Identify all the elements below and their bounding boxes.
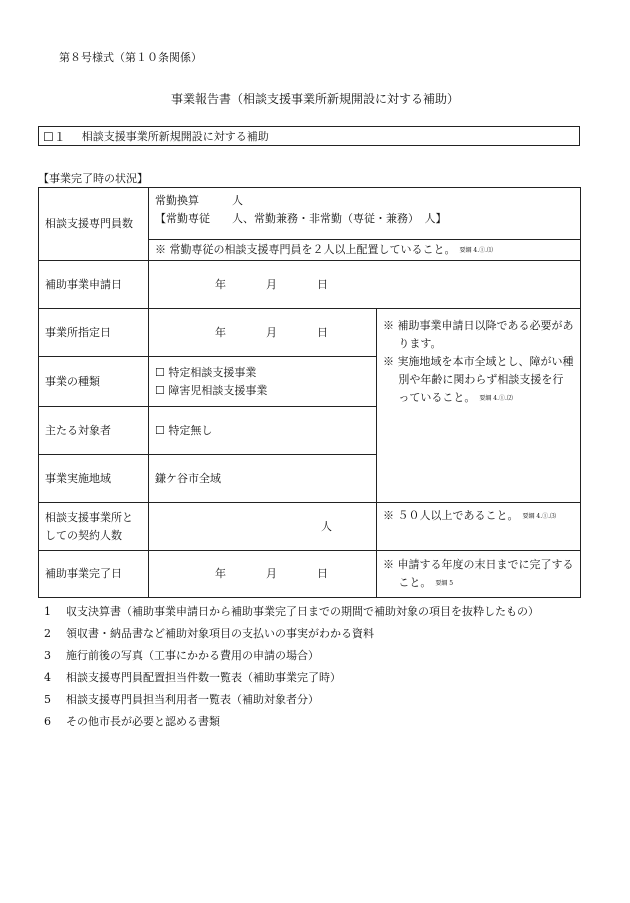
person-unit: 人 <box>321 519 332 533</box>
designation-date-field[interactable] <box>149 309 377 357</box>
year-label: 年 <box>215 325 226 339</box>
target-label: 主たる対象者 <box>39 407 149 455</box>
year-label: 年 <box>215 277 226 291</box>
subsidy-type-label: 相談支援事業所新規開設に対する補助 <box>81 130 269 143</box>
completion-date-label: 補助事業完了日 <box>39 551 149 598</box>
item-number: 6 <box>44 715 51 728</box>
item-text: 収支決算書（補助事業申請日から補助事業完了日までの期間で補助対象の項目を抜粋したもの） <box>66 605 539 618</box>
completion-note-body: ※ 申請する年度の末日までに完了すること。 <box>383 557 574 589</box>
note-item-2-ref: 要綱 4.①.⑵ <box>479 395 513 402</box>
completion-note <box>377 551 581 598</box>
note-item-2-text: ※ 実施地域を本市全域とし、障がい種別や年齢に関わらず相談支援を行っていること。 <box>383 355 574 404</box>
completion-date-field[interactable] <box>149 551 377 598</box>
day-label: 日 <box>317 325 328 339</box>
item-text: 相談支援専門員担当利用者一覧表（補助対象者分） <box>66 693 319 706</box>
business-type-label: 事業の種類 <box>39 357 149 407</box>
year-label: 年 <box>215 567 226 580</box>
contracts-note <box>377 503 581 551</box>
day-label: 日 <box>317 277 328 291</box>
checkbox-mark[interactable]: ☐１ <box>43 129 66 144</box>
list-item <box>38 711 598 733</box>
item-text: 施行前後の写真（工事にかかる費用の申請の場合） <box>66 649 319 662</box>
staff-label: 相談支援専門員数 <box>39 188 149 261</box>
item-text: 相談支援専門員配置担当件数一覧表（補助事業完了時） <box>66 671 341 684</box>
business-type-options <box>149 357 377 407</box>
note-item-1: ※ 補助事業申請日以降である必要があります。 <box>383 319 574 350</box>
staff-fte: 常勤換算 人 <box>155 194 243 207</box>
completion-note-text <box>383 556 574 593</box>
item-text: 領収書・納品書など補助対象項目の支払いの事実がわかる資料 <box>66 627 374 640</box>
list-item <box>38 601 598 623</box>
attachments-list <box>38 601 598 733</box>
designation-date-label: 事業所指定日 <box>39 309 149 357</box>
list-item <box>38 623 598 645</box>
item-number: 4 <box>44 671 51 684</box>
report-table <box>38 187 581 598</box>
contracts-note-ref: 要綱 4.①.⑶ <box>522 513 557 520</box>
staff-note <box>149 240 581 261</box>
option-child-consultation[interactable]: ☐ 障害児相談支援事業 <box>155 383 268 397</box>
contracts-label <box>39 503 149 551</box>
staff-note-text: ※ 常勤専従の相談支援専門員を２人以上配置していること。 <box>155 242 456 256</box>
area-value: 鎌ケ谷市全域 <box>149 455 377 503</box>
staff-note-ref: 要綱 4.①.⑴ <box>459 246 494 254</box>
item-number: 1 <box>44 605 51 618</box>
section-heading: 【事業完了時の状況】 <box>38 172 148 185</box>
form-number: 第８号様式（第１０条関係） <box>59 51 202 64</box>
list-item <box>38 645 598 667</box>
area-label: 事業実施地域 <box>39 455 149 503</box>
contracts-note-text: ※ ５０人以上であること。 <box>383 509 519 522</box>
staff-breakdown: 【常勤専従 人、常勤兼務・非常勤（専従・兼務） 人】 <box>155 212 447 225</box>
option-specific-consultation[interactable]: ☐ 特定相談支援事業 <box>155 365 257 379</box>
item-number: 3 <box>44 649 51 662</box>
month-label: 月 <box>266 325 277 339</box>
month-label: 月 <box>266 567 277 580</box>
item-text: その他市長が必要と認める書類 <box>66 715 220 728</box>
completion-note-ref: 要綱 5 <box>435 579 454 587</box>
list-item <box>38 689 598 711</box>
target-option[interactable]: ☐ 特定無し <box>149 407 377 455</box>
staff-count-cell[interactable] <box>149 188 581 240</box>
month-label: 月 <box>266 277 277 291</box>
eligibility-note <box>377 309 581 503</box>
document-title: 事業報告書（相談支援事業所新規開設に対する補助） <box>170 92 459 106</box>
subsidy-type-checkbox-row[interactable] <box>38 126 580 146</box>
day-label: 日 <box>317 567 328 580</box>
list-item <box>38 667 598 689</box>
application-date-label: 補助事業申請日 <box>39 261 149 309</box>
item-number: 2 <box>44 627 51 640</box>
item-number: 5 <box>44 693 51 706</box>
note-item-2 <box>383 353 574 408</box>
contracts-label-line1: 相談支援事業所と <box>45 510 133 524</box>
application-date-field[interactable] <box>149 261 581 309</box>
contracts-field[interactable] <box>149 503 377 551</box>
contracts-label-line2: しての契約人数 <box>45 528 122 542</box>
